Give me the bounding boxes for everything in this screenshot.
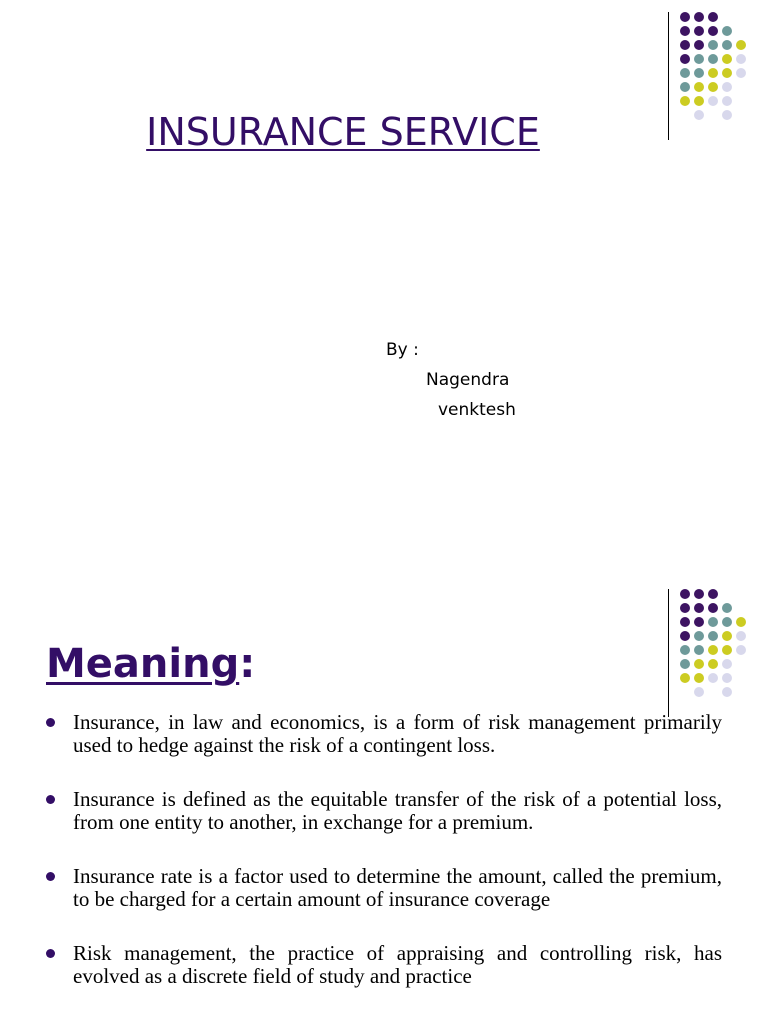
decorative-dot [694,40,704,50]
bullet-text: Insurance is defined as the equitable transfer of the risk of a potential loss, from one entity to another, in exchange for a premium. [73,787,722,834]
decorative-dot [722,82,732,92]
decorative-dot [680,645,690,655]
decorative-dot [722,617,732,627]
decorative-dot [708,26,718,36]
author-name: Nagendra [426,370,510,390]
bullet-icon [46,718,55,727]
decorative-dot [680,617,690,627]
decorative-dot [694,645,704,655]
decorative-dot [722,54,732,64]
decorative-dot [722,26,732,36]
decorative-dot [708,617,718,627]
decorative-dot [694,687,704,697]
divider-line [668,589,669,717]
decorative-dot [680,82,690,92]
section-heading [46,641,255,687]
decorative-dot [722,96,732,106]
decorative-dot [708,12,718,22]
decorative-dot [680,26,690,36]
decorative-dot [680,96,690,106]
bullet-list [46,711,722,1019]
decorative-dot [708,96,718,106]
decorative-dot [694,673,704,683]
decorative-dot [708,631,718,641]
list-item [46,865,722,911]
by-label: By : [386,340,419,360]
decorative-dot [680,603,690,613]
bullet-text: Insurance, in law and economics, is a form of risk management primarily used to hedge against the risk of a contingent loss. [73,710,722,757]
decorative-dot [708,673,718,683]
decorative-dot [680,659,690,669]
list-item [46,711,722,757]
decorative-dot [708,54,718,64]
bullet-text: Insurance rate is a factor used to determine the amount, called the premium, to be charged for a certain amount of insurance coverage [73,864,722,911]
heading-text: Meaning [46,641,240,687]
decorative-dot [694,603,704,613]
decorative-dot [722,659,732,669]
decorative-dot [694,82,704,92]
list-item [46,788,722,834]
decorative-dot [722,68,732,78]
decorative-dot [694,26,704,36]
decorative-dot [722,40,732,50]
decorative-dot [708,645,718,655]
decorative-dot [680,631,690,641]
decorative-dot [722,687,732,697]
bullet-text: Risk management, the practice of appraising and controlling risk, has evolved as a discrete field of study and practice [73,941,722,988]
decorative-dot [680,12,690,22]
decorative-dot [680,589,690,599]
decorative-dot [708,603,718,613]
decorative-dot [736,54,746,64]
decorative-dot [736,40,746,50]
decorative-dot [680,673,690,683]
decorative-dot [694,589,704,599]
decorative-dot [736,68,746,78]
bullet-icon [46,872,55,881]
decorative-dot [708,40,718,50]
dot-grid-decoration [676,587,766,707]
heading-colon: : [239,641,256,687]
decorative-dot [694,68,704,78]
decorative-dot [694,54,704,64]
decorative-dot [722,603,732,613]
bullet-icon [46,795,55,804]
list-item [46,942,722,988]
dot-grid-decoration [676,10,766,130]
decorative-dot [736,645,746,655]
decorative-dot [722,673,732,683]
decorative-dot [694,12,704,22]
decorative-dot [736,617,746,627]
decorative-dot [722,645,732,655]
decorative-dot [708,68,718,78]
decorative-dot [722,110,732,120]
decorative-dot [722,631,732,641]
decorative-dot [694,659,704,669]
decorative-dot [680,68,690,78]
decorative-dot [694,110,704,120]
decorative-dot [694,631,704,641]
author-name: venktesh [438,400,516,420]
decorative-dot [680,40,690,50]
bullet-icon [46,949,55,958]
decorative-dot [694,96,704,106]
slide-title-text: INSURANCE SERVICE [146,110,540,154]
decorative-dot [680,54,690,64]
decorative-dot [708,82,718,92]
slide-meaning [0,585,768,1024]
decorative-dot [736,631,746,641]
decorative-dot [708,659,718,669]
decorative-dot [708,589,718,599]
decorative-dot [694,617,704,627]
